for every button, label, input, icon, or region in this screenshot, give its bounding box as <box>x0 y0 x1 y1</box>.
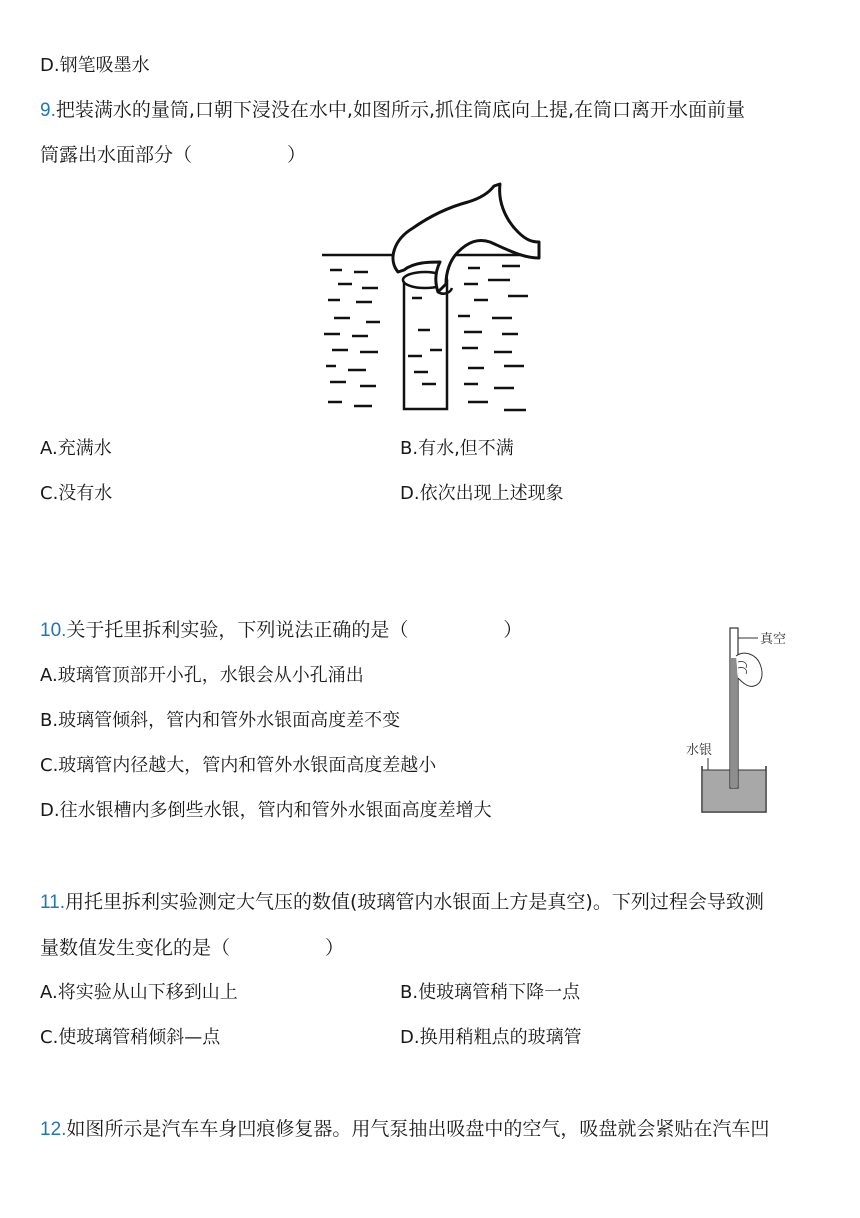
q11-option-c: C.使玻璃管稍倾斜—点 <box>40 1027 221 1048</box>
q11-stem-line2: 量数值发生变化的是（ ） <box>40 937 345 959</box>
q11-stem-line1 <box>40 890 764 915</box>
q11-option-a: A.将实验从山下移到山上 <box>40 982 238 1003</box>
q10-option-d: D.往水银槽内多倒些水银，管内和管外水银面高度差增大 <box>40 800 492 821</box>
q8-option-d: D.钢笔吸墨水 <box>40 55 150 76</box>
q9-stem-line1 <box>40 98 745 123</box>
q11-option-b: B.使玻璃管稍下降一点 <box>400 982 581 1003</box>
q11-option-d: D.换用稍粗点的玻璃管 <box>400 1027 582 1048</box>
q10-stem-text: 关于托里拆利实验，下列说法正确的是（ ） <box>66 619 523 641</box>
q11-number: 11. <box>40 892 66 913</box>
q9-stem-line2: 筒露出水面部分（ ） <box>40 144 307 166</box>
q9-option-b: B.有水,但不满 <box>400 438 514 459</box>
q12-stem-text: 如图所示是汽车车身凹痕修复器。用气泵抽出吸盘中的空气，吸盘就会紧贴在汽车凹 <box>66 1118 770 1140</box>
q9-option-a: A.充满水 <box>40 438 112 459</box>
q10-label-mercury: 水银 <box>686 743 713 758</box>
q10-label-vacuum: 真空 <box>760 632 787 647</box>
q9-figure-graduated-cylinder-in-water <box>318 180 543 422</box>
q9-option-c: C.没有水 <box>40 483 113 504</box>
q9-option-d: D.依次出现上述现象 <box>400 483 564 504</box>
q9-number: 9. <box>40 100 56 121</box>
q9-stem-text: 把装满水的量筒,口朝下浸没在水中,如图所示,抓住筒底向上提,在筒口离开水面前量 <box>55 99 746 121</box>
q10-option-c: C.玻璃管内径越大，管内和管外水银面高度差越小 <box>40 755 437 776</box>
q10-figure-torricelli-tube <box>680 620 800 820</box>
q12-number: 12. <box>40 1119 67 1140</box>
q10-option-b: B.玻璃管倾斜，管内和管外水银面高度差不变 <box>40 710 401 731</box>
q10-stem <box>40 618 522 643</box>
q12-stem-line1 <box>40 1117 769 1142</box>
q10-option-a: A.玻璃管顶部开小孔，水银会从小孔涌出 <box>40 665 364 686</box>
q10-number: 10. <box>40 620 67 641</box>
q11-stem-text: 用托里拆利实验测定大气压的数值(玻璃管内水银面上方是真空)。下列过程会导致测 <box>65 891 764 913</box>
